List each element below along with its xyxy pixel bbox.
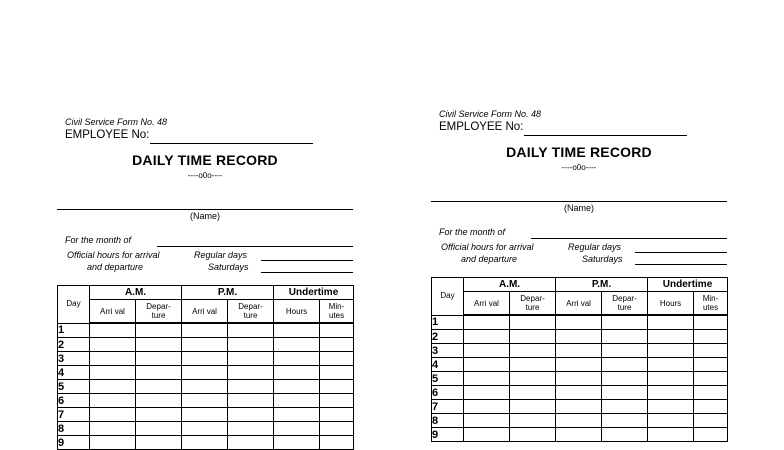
am-arrival-header: Arri val [464, 292, 510, 316]
undertime-hours-cell[interactable] [648, 315, 694, 330]
regular-days-field[interactable] [635, 252, 727, 253]
pm-departure-cell[interactable] [228, 380, 274, 394]
am-departure-cell[interactable] [510, 330, 556, 344]
form-title: DAILY TIME RECORD [506, 144, 652, 160]
pm-arrival-cell[interactable] [182, 422, 228, 436]
table-row [432, 386, 728, 400]
am-header: A.M. [90, 286, 182, 300]
am-departure-cell[interactable] [136, 380, 182, 394]
title-separator: ----o0o---- [561, 163, 597, 172]
undertime-minutes-cell[interactable] [694, 315, 728, 330]
table-row [58, 380, 354, 394]
am-arrival-cell[interactable] [90, 408, 136, 422]
pm-arrival-cell[interactable] [556, 414, 602, 428]
pm-arrival-cell[interactable] [182, 352, 228, 366]
pm-arrival-cell[interactable] [182, 323, 228, 338]
day-number: 9 [432, 428, 464, 442]
am-departure-cell[interactable] [510, 386, 556, 400]
day-number: 3 [58, 352, 90, 366]
undertime-hours-cell[interactable] [274, 436, 320, 450]
time-record-table [431, 277, 728, 442]
title-separator: ----o0o---- [187, 171, 223, 180]
pm-arrival-cell[interactable] [182, 394, 228, 408]
pm-arrival-cell[interactable] [556, 344, 602, 358]
pm-arrival-cell[interactable] [556, 358, 602, 372]
am-departure-cell[interactable] [136, 323, 182, 338]
undertime-minutes-cell[interactable] [694, 330, 728, 344]
table-row [432, 344, 728, 358]
undertime-header: Undertime [274, 286, 354, 300]
undertime-minutes-cell[interactable] [320, 323, 354, 338]
table-row [432, 414, 728, 428]
official-hours-label-1: Official hours for arrival [441, 242, 534, 252]
month-field[interactable] [157, 246, 353, 247]
employee-number-field[interactable] [524, 135, 687, 136]
am-arrival-cell[interactable] [464, 414, 510, 428]
undertime-minutes-cell[interactable] [320, 338, 354, 352]
undertime-hours-cell[interactable] [274, 338, 320, 352]
day-number: 6 [432, 386, 464, 400]
name-label: (Name) [189, 211, 220, 221]
pm-arrival-cell[interactable] [556, 315, 602, 330]
pm-departure-cell[interactable] [228, 352, 274, 366]
day-number: 7 [432, 400, 464, 414]
regular-days-label: Regular days [568, 242, 622, 252]
pm-departure-cell[interactable] [602, 400, 648, 414]
table-row [58, 422, 354, 436]
am-arrival-cell[interactable] [90, 394, 136, 408]
am-departure-cell[interactable] [510, 414, 556, 428]
am-departure-cell[interactable] [136, 352, 182, 366]
pm-departure-cell[interactable] [602, 344, 648, 358]
pm-header: P.M. [556, 278, 648, 292]
undertime-minutes-cell[interactable] [320, 352, 354, 366]
table-row [58, 436, 354, 450]
undertime-hours-header: Hours [274, 300, 320, 324]
pm-arrival-cell[interactable] [182, 380, 228, 394]
am-arrival-cell[interactable] [90, 323, 136, 338]
undertime-minutes-cell[interactable] [694, 428, 728, 442]
am-arrival-header: Arri val [90, 300, 136, 324]
undertime-hours-cell[interactable] [648, 330, 694, 344]
undertime-hours-header: Hours [648, 292, 694, 316]
am-departure-cell[interactable] [136, 436, 182, 450]
pm-arrival-cell[interactable] [556, 330, 602, 344]
form-title: DAILY TIME RECORD [132, 152, 278, 168]
day-number: 4 [58, 366, 90, 380]
undertime-minutes-cell[interactable] [694, 372, 728, 386]
undertime-hours-cell[interactable] [274, 422, 320, 436]
pm-header: P.M. [182, 286, 274, 300]
employee-number-label: EMPLOYEE No: [439, 121, 524, 133]
table-row [58, 352, 354, 366]
pm-departure-cell[interactable] [228, 436, 274, 450]
pm-arrival-cell[interactable] [182, 436, 228, 450]
undertime-header: Undertime [648, 278, 728, 292]
official-hours-label-2: and departure [461, 254, 518, 264]
day-number: 2 [58, 338, 90, 352]
name-label: (Name) [563, 203, 594, 213]
undertime-minutes-cell[interactable] [694, 358, 728, 372]
am-departure-cell[interactable] [510, 372, 556, 386]
pm-departure-cell[interactable] [228, 338, 274, 352]
table-row [432, 428, 728, 442]
am-arrival-cell[interactable] [464, 372, 510, 386]
undertime-hours-cell[interactable] [648, 428, 694, 442]
pm-arrival-header: Arri val [556, 292, 602, 316]
table-row [58, 338, 354, 352]
regular-days-label: Regular days [194, 250, 248, 260]
pm-arrival-cell[interactable] [556, 428, 602, 442]
undertime-hours-cell[interactable] [648, 414, 694, 428]
table-row [432, 372, 728, 386]
employee-number-label: EMPLOYEE No: [65, 129, 150, 141]
am-arrival-cell[interactable] [90, 366, 136, 380]
pm-departure-cell[interactable] [228, 408, 274, 422]
day-number: 5 [432, 372, 464, 386]
official-hours-label-2: and departure [87, 262, 144, 272]
undertime-hours-cell[interactable] [274, 366, 320, 380]
undertime-hours-cell[interactable] [274, 380, 320, 394]
saturdays-field[interactable] [261, 272, 353, 273]
pm-departure-cell[interactable] [602, 372, 648, 386]
pm-departure-cell[interactable] [228, 394, 274, 408]
pm-departure-cell[interactable] [602, 386, 648, 400]
am-arrival-cell[interactable] [90, 380, 136, 394]
pm-departure-cell[interactable] [228, 323, 274, 338]
form-number: Civil Service Form No. 48 [65, 117, 168, 127]
am-departure-cell[interactable] [510, 400, 556, 414]
undertime-minutes-cell[interactable] [694, 386, 728, 400]
undertime-hours-cell[interactable] [648, 386, 694, 400]
undertime-minutes-cell[interactable] [320, 422, 354, 436]
table-row [432, 358, 728, 372]
am-arrival-cell[interactable] [90, 422, 136, 436]
day-number: 8 [432, 414, 464, 428]
pm-arrival-cell[interactable] [182, 338, 228, 352]
am-departure-cell[interactable] [510, 358, 556, 372]
table-row [58, 366, 354, 380]
pm-arrival-cell[interactable] [182, 408, 228, 422]
am-departure-cell[interactable] [136, 338, 182, 352]
pm-departure-header: Depar- ture [228, 300, 274, 324]
am-arrival-cell[interactable] [464, 344, 510, 358]
undertime-hours-cell[interactable] [648, 344, 694, 358]
am-header: A.M. [464, 278, 556, 292]
am-departure-cell[interactable] [136, 408, 182, 422]
am-departure-header: Depar- ture [510, 292, 556, 316]
table-row [432, 330, 728, 344]
pm-departure-cell[interactable] [602, 414, 648, 428]
day-number: 8 [58, 422, 90, 436]
am-departure-cell[interactable] [136, 366, 182, 380]
am-arrival-cell[interactable] [464, 315, 510, 330]
am-departure-header: Depar- ture [136, 300, 182, 324]
am-arrival-cell[interactable] [464, 400, 510, 414]
pm-departure-cell[interactable] [228, 422, 274, 436]
month-label: For the month of [439, 227, 506, 237]
am-arrival-cell[interactable] [464, 358, 510, 372]
name-field[interactable] [57, 209, 353, 210]
pm-arrival-cell[interactable] [556, 400, 602, 414]
pm-arrival-cell[interactable] [556, 386, 602, 400]
undertime-hours-cell[interactable] [648, 400, 694, 414]
pm-departure-header: Depar- ture [602, 292, 648, 316]
am-arrival-cell[interactable] [90, 436, 136, 450]
regular-days-field[interactable] [261, 260, 353, 261]
undertime-hours-cell[interactable] [274, 352, 320, 366]
pm-departure-cell[interactable] [602, 330, 648, 344]
day-number: 9 [58, 436, 90, 450]
time-record-table [57, 285, 354, 450]
undertime-minutes-cell[interactable] [694, 400, 728, 414]
undertime-minutes-cell[interactable] [320, 408, 354, 422]
am-arrival-cell[interactable] [90, 338, 136, 352]
undertime-minutes-cell[interactable] [320, 380, 354, 394]
table-row [432, 400, 728, 414]
undertime-minutes-header: Min- utes [320, 300, 354, 324]
pm-departure-cell[interactable] [602, 428, 648, 442]
saturdays-field[interactable] [635, 264, 727, 265]
undertime-minutes-cell[interactable] [320, 394, 354, 408]
saturdays-label: Saturdays [582, 254, 623, 264]
undertime-hours-cell[interactable] [274, 323, 320, 338]
pm-departure-cell[interactable] [602, 358, 648, 372]
undertime-hours-cell[interactable] [648, 358, 694, 372]
am-departure-cell[interactable] [510, 315, 556, 330]
undertime-minutes-header: Min- utes [694, 292, 728, 316]
table-row [58, 394, 354, 408]
day-number: 1 [58, 323, 90, 338]
pm-arrival-cell[interactable] [182, 366, 228, 380]
am-arrival-cell[interactable] [464, 386, 510, 400]
day-number: 7 [58, 408, 90, 422]
am-departure-cell[interactable] [136, 422, 182, 436]
day-header: Day [432, 278, 464, 316]
am-departure-cell[interactable] [510, 428, 556, 442]
pm-arrival-cell[interactable] [556, 372, 602, 386]
day-number: 1 [432, 315, 464, 330]
undertime-hours-cell[interactable] [274, 408, 320, 422]
am-arrival-cell[interactable] [464, 428, 510, 442]
day-number: 4 [432, 358, 464, 372]
saturdays-label: Saturdays [208, 262, 249, 272]
day-header: Day [58, 286, 90, 324]
am-arrival-cell[interactable] [90, 352, 136, 366]
official-hours-label-1: Official hours for arrival [67, 250, 160, 260]
pm-departure-cell[interactable] [228, 366, 274, 380]
month-label: For the month of [65, 235, 132, 245]
table-row [432, 315, 728, 330]
undertime-minutes-cell[interactable] [320, 366, 354, 380]
am-departure-cell[interactable] [510, 344, 556, 358]
day-number: 5 [58, 380, 90, 394]
undertime-minutes-cell[interactable] [694, 414, 728, 428]
form-number: Civil Service Form No. 48 [439, 109, 542, 119]
undertime-hours-cell[interactable] [274, 394, 320, 408]
pm-departure-cell[interactable] [602, 315, 648, 330]
table-row [58, 323, 354, 338]
day-number: 3 [432, 344, 464, 358]
undertime-minutes-cell[interactable] [694, 344, 728, 358]
name-field[interactable] [431, 201, 727, 202]
am-departure-cell[interactable] [136, 394, 182, 408]
month-field[interactable] [531, 238, 727, 239]
table-row [58, 408, 354, 422]
undertime-minutes-cell[interactable] [320, 436, 354, 450]
am-arrival-cell[interactable] [464, 330, 510, 344]
pm-arrival-header: Arri val [182, 300, 228, 324]
day-number: 2 [432, 330, 464, 344]
day-number: 6 [58, 394, 90, 408]
employee-number-field[interactable] [150, 143, 313, 144]
undertime-hours-cell[interactable] [648, 372, 694, 386]
